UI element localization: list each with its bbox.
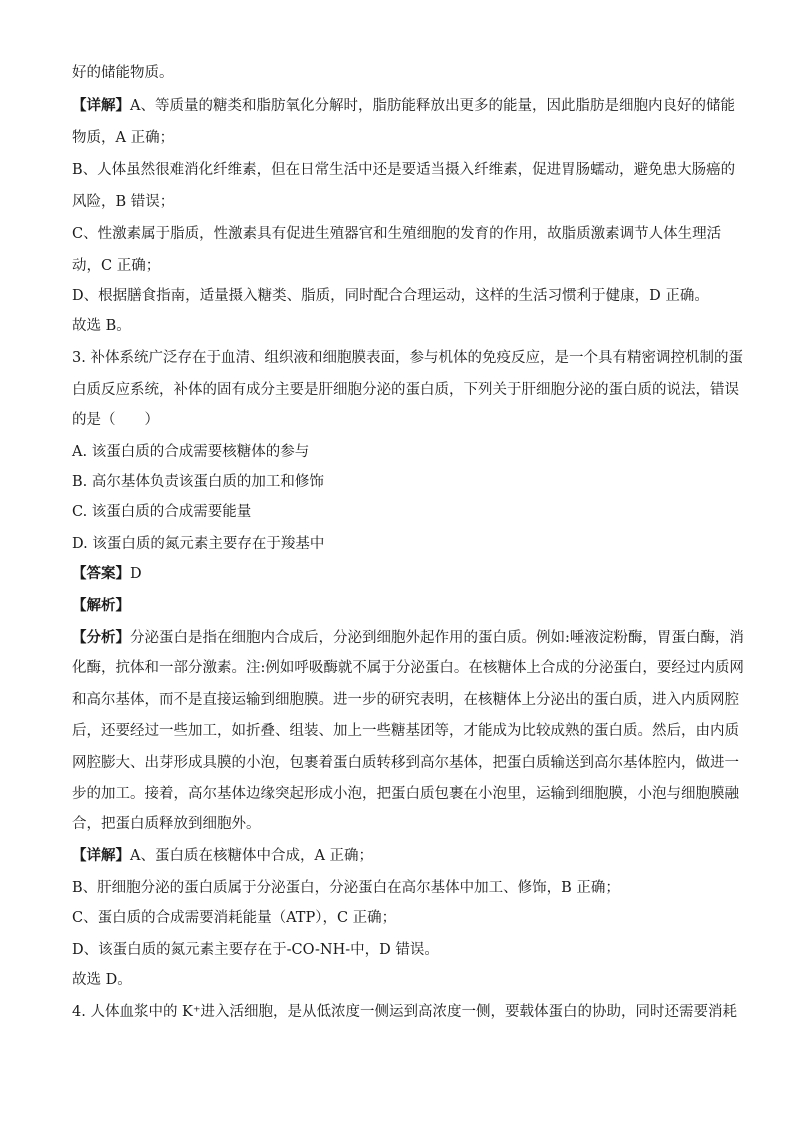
text-line [72, 159, 736, 181]
line-text: D、根据膳食指南，适量摄入糖类、脂质，同时配合合理运动，这样的生活习惯利于健康，D 正确。 [72, 288, 709, 304]
text-line [72, 315, 722, 337]
text-line [72, 783, 739, 805]
line-text: D、该蛋白质的氮元素主要存在于-CO-NH-中，D 错误。 [72, 942, 439, 958]
text-line [72, 379, 739, 401]
text-line [72, 62, 722, 84]
line-text: 3. 补体系统广泛存在于血清、组织液和细胞膜表面，参与机体的免疫反应，是一个具有精密调控机制的蛋 [72, 350, 743, 366]
text-line [72, 813, 722, 835]
text-line [72, 657, 744, 679]
text-line [72, 907, 722, 929]
line-text: 的是（ ） [72, 412, 159, 428]
section-label: 【详解】 [72, 97, 130, 114]
line-text: 步的加工。接着，高尔基体边缘突起形成小泡，把蛋白质包裹在小泡里，运输到细胞膜，小泡与细胞膜融 [72, 786, 739, 802]
line-text: C、性激素属于脂质，性激素具有促进生殖器官和生殖细胞的发育的作用，故脂质激素调节人体生理活 [72, 226, 722, 242]
line-text: 分泌蛋白是指在细胞内合成后，分泌到细胞外起作用的蛋白质。例如:唾液淀粉酶，胃蛋白酶，消 [130, 630, 744, 646]
text-line [72, 627, 744, 649]
text-line [72, 285, 722, 307]
text-line [72, 877, 722, 899]
text-line [72, 939, 722, 961]
text-line [72, 255, 722, 277]
text-line [72, 1001, 738, 1023]
line-text: 化酶，抗体和一部分激素。注:例如呼吸酶就不属于分泌蛋白。在核糖体上合成的分泌蛋白，要经过内质网 [72, 660, 744, 676]
section-label: 【答案】 [72, 565, 130, 582]
text-line [72, 720, 739, 742]
line-text: 合，把蛋白质释放到细胞外。 [72, 816, 261, 832]
line-text: B. 高尔基体负责该蛋白质的加工和修饰 [72, 474, 324, 490]
line-text: 物质，A 正确； [72, 130, 175, 146]
line-text: B、肝细胞分泌的蛋白质属于分泌蛋白，分泌蛋白在高尔基体中加工、修饰，B 正确； [72, 880, 620, 896]
text-line [72, 845, 722, 867]
line-text: C、蛋白质的合成需要消耗能量（ATP），C 正确； [72, 910, 397, 926]
line-text: C. 该蛋白质的合成需要能量 [72, 504, 252, 520]
line-text: A、等质量的糖类和脂肪氧化分解时，脂肪能释放出更多的能量，因此脂肪是细胞内良好的储能 [130, 98, 735, 114]
section-label: 【解析】 [72, 597, 130, 614]
line-text: 后，还要经过一些加工，如折叠、组装、加上一些糖基团等，才能成为比较成熟的蛋白质。然后，由内质 [72, 723, 739, 739]
line-text: 风险，B 错误； [72, 194, 175, 210]
line-text: 故选 B。 [72, 318, 131, 334]
line-text: 好的储能物质。 [72, 65, 174, 81]
text-line [72, 471, 722, 493]
line-text: D [130, 566, 142, 582]
text-line [72, 752, 739, 774]
line-text: 4. 人体血浆中的 K⁺进入活细胞，是从低浓度一侧运到高浓度一侧，要载体蛋白的协助，同时还需要消耗 [72, 1004, 738, 1020]
text-line [72, 563, 722, 585]
text-line [72, 595, 722, 617]
section-label: 【详解】 [72, 847, 130, 864]
text-line [72, 409, 722, 431]
line-text: 网腔膨大、出芽形成具膜的小泡，包裹着蛋白质转移到高尔基体，把蛋白质输送到高尔基体腔内，做进一 [72, 755, 739, 771]
line-text: 动，C 正确； [72, 258, 161, 274]
line-text: 和高尔基体，而不是直接运输到细胞膜。进一步的研究表明，在核糖体上分泌出的蛋白质，进入内质网腔 [72, 692, 739, 708]
text-line [72, 347, 743, 369]
text-line [72, 95, 735, 117]
text-line [72, 689, 739, 711]
line-text: A、蛋白质在核糖体中合成，A 正确； [130, 848, 374, 864]
text-line [72, 223, 722, 245]
text-line [72, 533, 722, 555]
line-text: B、人体虽然很难消化纤维素，但在日常生活中还是要适当摄入纤维素，促进胃肠蠕动，避免患大肠癌的 [72, 162, 736, 178]
line-text: D. 该蛋白质的氮元素主要存在于羧基中 [72, 536, 325, 552]
text-line [72, 501, 722, 523]
text-line [72, 441, 722, 463]
line-text: A. 该蛋白质的合成需要核糖体的参与 [72, 444, 310, 460]
text-line [72, 969, 722, 991]
section-label: 【分析】 [72, 629, 130, 646]
line-text: 故选 D。 [72, 972, 132, 988]
line-text: 白质反应系统，补体的固有成分主要是肝细胞分泌的蛋白质，下列关于肝细胞分泌的蛋白质的说法，错误 [72, 382, 739, 398]
text-line [72, 191, 722, 213]
text-line [72, 127, 722, 149]
